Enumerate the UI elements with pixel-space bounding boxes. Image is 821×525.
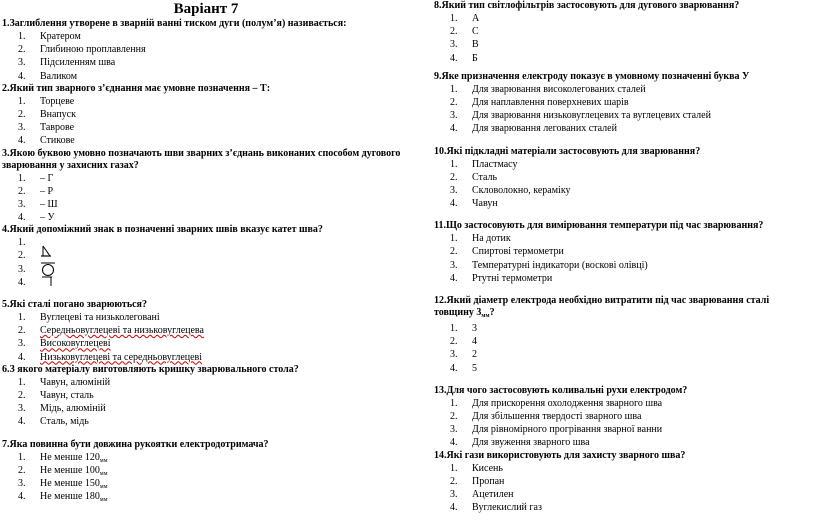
option: 2. Для наплавлення поверхневих шарів xyxy=(450,96,629,108)
option: 2. Спиртові термометри xyxy=(450,246,564,258)
option: 1. xyxy=(18,237,26,249)
left-column xyxy=(2,0,410,503)
question-text: 1.Заглиблення утворене в зварній ванні тиском дуги (полум’я) називається: xyxy=(2,18,347,29)
option: 2. Внапуск xyxy=(18,108,76,120)
question-text: 6.З якого матеріалу виготовляють кришку зварювального стола? xyxy=(2,363,299,375)
option: 4. 5 xyxy=(450,362,477,374)
option: 1. – Г xyxy=(18,172,54,184)
option: 3. Високовуглецеві xyxy=(18,338,111,350)
question-text: 8.Який тип світлофільтрів застосовують для дугового зварювання? xyxy=(434,0,740,11)
question-text: 14.Які гази використовують для захисту зварного шва? xyxy=(434,449,686,461)
question-text: 10.Які підкладні матеріали застосовують для зварювання? xyxy=(434,145,701,157)
option: 2. Не менше $100_{мм}$ xyxy=(18,464,108,477)
option: 3. Для зварювання низьковуглецевих та вуглецевих сталей xyxy=(450,110,711,122)
option: 1. А xyxy=(450,13,480,24)
option: 1. 3 xyxy=(450,323,477,334)
option: 3. В xyxy=(450,39,479,51)
option: 4. Низьковуглецеві та середньовуглецеві xyxy=(18,351,203,363)
option: 2. Середньовуглецеві та низьковуглецева xyxy=(18,325,204,337)
option: 4. Для звуження зварного шва xyxy=(450,437,590,449)
option: 3. Скловолокно, кераміку xyxy=(450,184,571,196)
option: 2. 4 xyxy=(450,336,477,348)
option: 1. Пластмасу xyxy=(450,158,518,170)
option: 2. Чавун, сталь xyxy=(18,389,94,401)
option: 1. Торцеве xyxy=(18,95,75,107)
question-text: 2.Який тип зварного з’єднання має умовне позначення – Т: xyxy=(2,82,271,94)
option: 1. Для прискорення охолодження зварного шва xyxy=(450,397,663,409)
option: 3. xyxy=(2,263,410,276)
option: 3. Таврове xyxy=(18,122,75,134)
option: 1. Чавун, алюміній xyxy=(18,376,111,388)
question-7 xyxy=(2,439,410,504)
option: 3. Для рівномірного прогрівання зварної ванни xyxy=(450,424,663,436)
page-title: Варіант 7 xyxy=(173,1,239,17)
option: 4. – У xyxy=(18,212,55,224)
option: 3. – Ш xyxy=(18,198,58,210)
option: 1. Кратером xyxy=(18,31,81,42)
question-8 xyxy=(434,0,819,65)
option: 2. Глибиною проплавлення xyxy=(18,44,146,56)
option: 1. Для зварювання високолегованих сталей xyxy=(450,83,646,95)
question-10 xyxy=(434,146,819,211)
option: 4. Валиком xyxy=(18,70,78,82)
question-text: 13.Для чого застосовують коливальні рухи електродом? xyxy=(434,384,688,396)
option: 3. Не менше $150_{мм}$ xyxy=(18,477,108,490)
option: 3. Мідь, алюміній xyxy=(18,403,106,415)
option: 3. 2 xyxy=(450,349,477,361)
question-4 xyxy=(2,224,410,289)
option: 4. Б xyxy=(450,52,478,64)
question-6 xyxy=(2,364,410,429)
option: 2. Для збільшення твердості зварного шва xyxy=(450,410,642,422)
option: 1. На дотик xyxy=(450,233,511,245)
question-text: 5.Які сталі погано зварюються? xyxy=(2,299,147,310)
question-text: 12.Який діаметр електрода необхідно витратити під час зварювання сталі товщину $3_{мм}$? xyxy=(434,295,770,319)
question-text: 7.Яка повинна бути довжина рукоятки електродотримача? xyxy=(2,438,269,450)
question-text: 4.Який допоміжний знак в позначенні зварних швів вказує катет шва? xyxy=(2,224,323,236)
bracket-symbol-icon xyxy=(40,276,54,288)
option: 4. Вуглекислий газ xyxy=(450,502,542,514)
option: 1. Вуглецеві та низьколеговані xyxy=(18,312,160,323)
option: 4. xyxy=(2,276,410,289)
option: 4. Стикове xyxy=(18,135,75,147)
question-3 xyxy=(2,148,410,225)
question-text: 11.Що застосовують для вимірювання температури під час зварювання? xyxy=(434,220,764,232)
option: 2. xyxy=(2,249,410,262)
option: 1. Не менше $120_{мм}$ xyxy=(18,451,108,464)
right-column xyxy=(434,0,819,514)
option: 3. Ацетилен xyxy=(450,488,514,500)
option: 4. Ртутні термометри xyxy=(450,272,553,284)
option: 1. Кисень xyxy=(450,462,503,474)
option: 3. Підсиленням шва xyxy=(18,57,116,69)
option: 4. Не менше $180_{мм}$ xyxy=(18,491,108,504)
question-9 xyxy=(434,71,819,136)
option: 3. Температурні індикатори (воскові олівці) xyxy=(450,259,648,271)
option: 2. Пропан xyxy=(450,475,505,487)
option: 4. Сталь, мідь xyxy=(18,416,89,428)
option: 4. Чавун xyxy=(450,198,498,210)
question-12 xyxy=(434,295,819,375)
option: 2. – Р xyxy=(18,185,54,197)
option: 2. С xyxy=(450,26,479,38)
option: 2. Сталь xyxy=(450,171,498,183)
question-5 xyxy=(2,299,410,364)
option: 4. Для зварювання легованих сталей xyxy=(450,123,617,135)
question-text: 9.Яке призначення електроду показує в умовному позначенні буква У xyxy=(434,70,750,82)
question-1 xyxy=(2,18,410,83)
question-text: 3.Якою буквою умовно позначають шви зварних з’єднань виконаних способом дугового зварювання у захисних газах? xyxy=(2,147,401,171)
circle-symbol-icon xyxy=(40,262,56,276)
question-13 xyxy=(434,385,819,450)
question-2 xyxy=(2,83,410,148)
question-14 xyxy=(434,450,819,515)
question-11 xyxy=(434,220,819,285)
leg-triangle-symbol-icon xyxy=(40,245,52,258)
